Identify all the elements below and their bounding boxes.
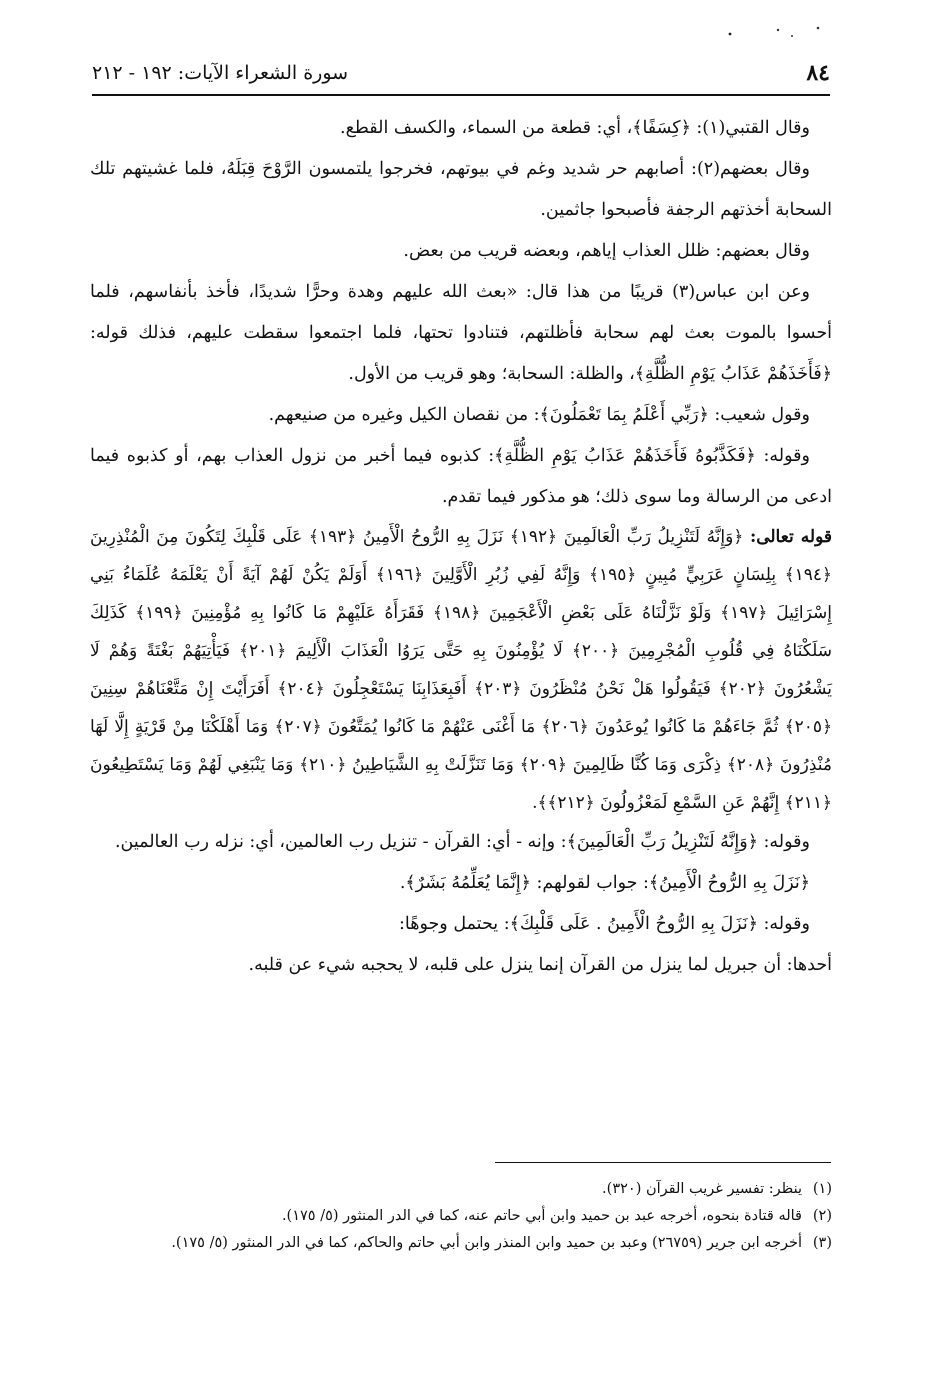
- paragraph-denial: وقوله: ﴿فَكَذَّبُوهُ فَأَخَذَهُمْ عَذَابُ يَوْمِ الظُّلَّةِ﴾: كذبوه فيما أخبر من نزول العذاب بهم، أو كذبوه فيما ادعى من الرسالة وما سوى ذلك؛ هو مذكور فيما تقدم.: [90, 446, 832, 507]
- page-header: [92, 58, 830, 92]
- paragraph-heat: وقال بعضهم(٢): أصابهم حر شديد وغم في بيوتهم، فخرجوا يلتمسون الرَّوْحَ قِبَلَهُ، فلما غشيتهم تلك السحابة أخذتهم الرجفة فأصبحوا جاثمين.: [90, 159, 832, 220]
- paragraph-ibn-abbas: وعن ابن عباس(٣) قريبًا من هذا قال: «بعث الله عليهم وهدة وحرًّا شديدًا، فأخذ بأنفاسهم، فلما أحسوا بالموت بعث لهم سحابة فأظلتهم، فتنادوا تحتها، فلما اجتمعوا سقطت عليهم، فذلك قوله: ﴿فَأَخَذَهُمْ عَذَابُ يَوْمِ الظُّلَّةِ﴾، والظلة: السحابة؛ وهو قريب من الأول.: [90, 282, 832, 384]
- paragraph-ruh-amin: ﴿نَزَلَ بِهِ الرُّوحُ الْأَمِينُ﴾: جواب لقولهم: ﴿إِنَّمَا يُعَلِّمُهُ بَشَرٌ﴾.: [399, 873, 810, 893]
- scan-specks: [700, 20, 840, 50]
- paragraph-first-aspect: أحدها: أن جبريل لما ينزل من القرآن إنما ينزل على قلبه، لا يحجبه شيء عن قلبه.: [248, 955, 832, 975]
- running-title: سورة الشعراء الآيات: ١٩٢ - ٢١٢: [92, 62, 349, 84]
- quran-verses: ﴿وَإِنَّهُ لَتَنْزِيلُ رَبِّ الْعَالَمِينَ ﴿١٩٢﴾ نَزَلَ بِهِ الرُّوحُ الْأَمِينُ ﴿١٩٣﴾ عَلَى قَلْبِكَ لِتَكُونَ مِنَ الْمُنْذِرِينَ ﴿١٩٤﴾ بِلِسَانٍ عَرَبِيٍّ مُبِينٍ ﴿١٩٥﴾ وَإِنَّهُ لَفِي زُبُرِ الْأَوَّلِينَ ﴿١٩٦﴾ أَوَلَمْ يَكُنْ لَهُمْ آيَةً أَنْ يَعْلَمَهُ عُلَمَاءُ بَنِي إِسْرَائِيلَ ﴿١٩٧﴾ وَلَوْ نَزَّلْنَاهُ عَلَى بَعْضِ الْأَعْجَمِينَ ﴿١٩٨﴾ فَقَرَأَهُ عَلَيْهِمْ مَا كَانُوا بِهِ مُؤْمِنِينَ ﴿١٩٩﴾ كَذَلِكَ سَلَكْنَاهُ فِي قُلُوبِ الْمُجْرِمِينَ ﴿٢٠٠﴾ لَا يُؤْمِنُونَ بِهِ حَتَّى يَرَوُا الْعَذَابَ الْأَلِيمَ ﴿٢٠١﴾ فَيَأْتِيَهُمْ بَغْتَةً وَهُمْ لَا يَشْعُرُونَ ﴿٢٠٢﴾ فَيَقُولُوا هَلْ نَحْنُ مُنْظَرُونَ ﴿٢٠٣﴾ أَفَبِعَذَابِنَا يَسْتَعْجِلُونَ ﴿٢٠٤﴾ أَفَرَأَيْتَ إِنْ مَتَّعْنَاهُمْ سِنِينَ ﴿٢٠٥﴾ ثُمَّ جَاءَهُمْ مَا كَانُوا يُوعَدُونَ ﴿٢٠٦﴾ مَا أَغْنَى عَنْهُمْ مَا كَانُوا يُمَتَّعُونَ ﴿٢٠٧﴾ وَمَا أَهْلَكْنَا مِنْ قَرْيَةٍ إِلَّا لَهَا مُنْذِرُونَ ﴿٢٠٨﴾ ذِكْرَى وَمَا كُنَّا ظَالِمِينَ ﴿٢٠٩﴾ وَمَا تَنَزَّلَتْ بِهِ الشَّيَاطِينُ ﴿٢١٠﴾ وَمَا يَنْبَغِي لَهُمْ وَمَا يَسْتَطِيعُونَ ﴿٢١١﴾ إِنَّهُمْ عَنِ السَّمْعِ لَمَعْزُولُونَ ﴿٢١٢﴾﴾.: [90, 527, 833, 813]
- paragraph-revelation: وقوله: ﴿وَإِنَّهُ لَتَنْزِيلُ رَبِّ الْعَالَمِينَ﴾: وإنه - أي: القرآن - تنزيل رب العالمين، أي: نزله رب العالمين.: [114, 832, 810, 852]
- footnotes: [92, 1176, 832, 1257]
- footnote-2: [92, 1203, 832, 1230]
- quran-verses-block: [90, 518, 832, 822]
- footnote-text: ينظر: تفسير غريب القرآن (٣٢٠).: [602, 1181, 802, 1197]
- footnote-text: قاله قتادة بنحوه، أخرجه عبد بن حميد وابن أبي حاتم عنه، كما في الدر المنثور (٥/ ١٧٥).: [281, 1208, 802, 1224]
- paragraph-qutabi: وقال القتبي(١): ﴿كِسَفًا﴾، أي: قطعة من السماء، والكسف القطع.: [340, 118, 810, 138]
- verses-heading: قوله تعالى:: [749, 527, 833, 547]
- footnote-number: (٢): [812, 1208, 832, 1224]
- paragraph-aspects: وقوله: ﴿نَزَلَ بِهِ الرُّوحُ الْأَمِينُ . عَلَى قَلْبِكَ﴾: يحتمل وجوهًا:: [398, 914, 810, 934]
- footnote-rule: [495, 1162, 831, 1163]
- footnote-number: (٣): [812, 1235, 832, 1251]
- page-number: ٨٤: [806, 60, 830, 86]
- header-rule: [92, 94, 830, 96]
- footnote-text: أخرجه ابن جرير (٢٦٧٥٩) وعبد بن حميد وابن المنذر وابن أبي حاتم والحاكم، كما في الدر المنثور (٥/ ١٧٥).: [171, 1235, 802, 1251]
- paragraph-shade: وقال بعضهم: ظلل العذاب إياهم، وبعضه قريب من بعض.: [403, 241, 810, 261]
- paragraph-shuaib: وقول شعيب: ﴿رَبِّي أَعْلَمُ بِمَا تَعْمَلُونَ﴾: من نقصان الكيل وغيره من صنيعهم.: [268, 405, 810, 425]
- main-text: [90, 108, 832, 986]
- footnote-1: [92, 1176, 832, 1203]
- footnote-number: (١): [812, 1181, 832, 1197]
- footnote-3: [92, 1230, 832, 1257]
